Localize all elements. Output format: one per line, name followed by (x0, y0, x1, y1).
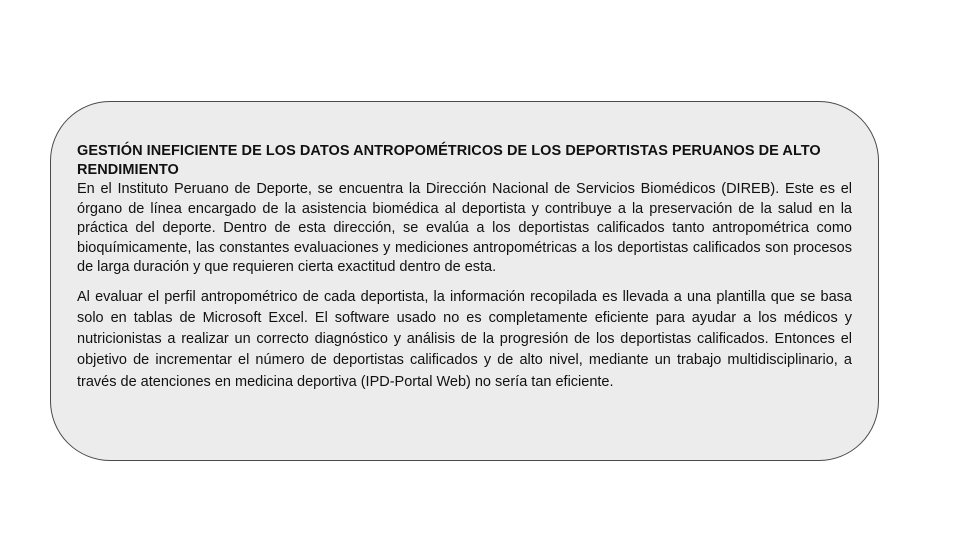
text-box-content (77, 142, 852, 393)
paragraph-excel: Al evaluar el perfil antropométrico de cada deportista, la información recopilada es llevada a una plantilla que se basa solo en tablas de Microsoft Excel. El software usado no es completamente eficiente para ayudar a los médicos y nutricionistas a realizar un correcto diagnóstico y análisis de la progresión de los deportistas calificados. Entonces el objetivo de incrementar el número de deportistas calificados y de alto nivel, mediante un trabajo multidisciplinario, a través de atenciones en medicina deportiva (IPD-Portal Web) no sería tan eficiente. (77, 288, 852, 390)
paragraph-direb: En el Instituto Peruano de Deporte, se encuentra la Dirección Nacional de Servicios Biomédicos (DIREB). Este es el órgano de línea encargado de la asistencia biomédica al deportista y contribuye a la preservación de la salud en la práctica del deporte. Dentro de esta dirección, se evalúa a los deportistas calificados tanto antropométrica como bioquímicamente, las constantes evaluaciones y mediciones antropométricas a los deportistas calificados son procesos de larga duración y que requieren cierta exactitud dentro de esta. (77, 181, 852, 275)
slide-title: GESTIÓN INEFICIENTE DE LOS DATOS ANTROPOMÉTRICOS DE LOS DEPORTISTAS PERUANOS DE ALTO RENDIMIENTO (77, 143, 821, 178)
